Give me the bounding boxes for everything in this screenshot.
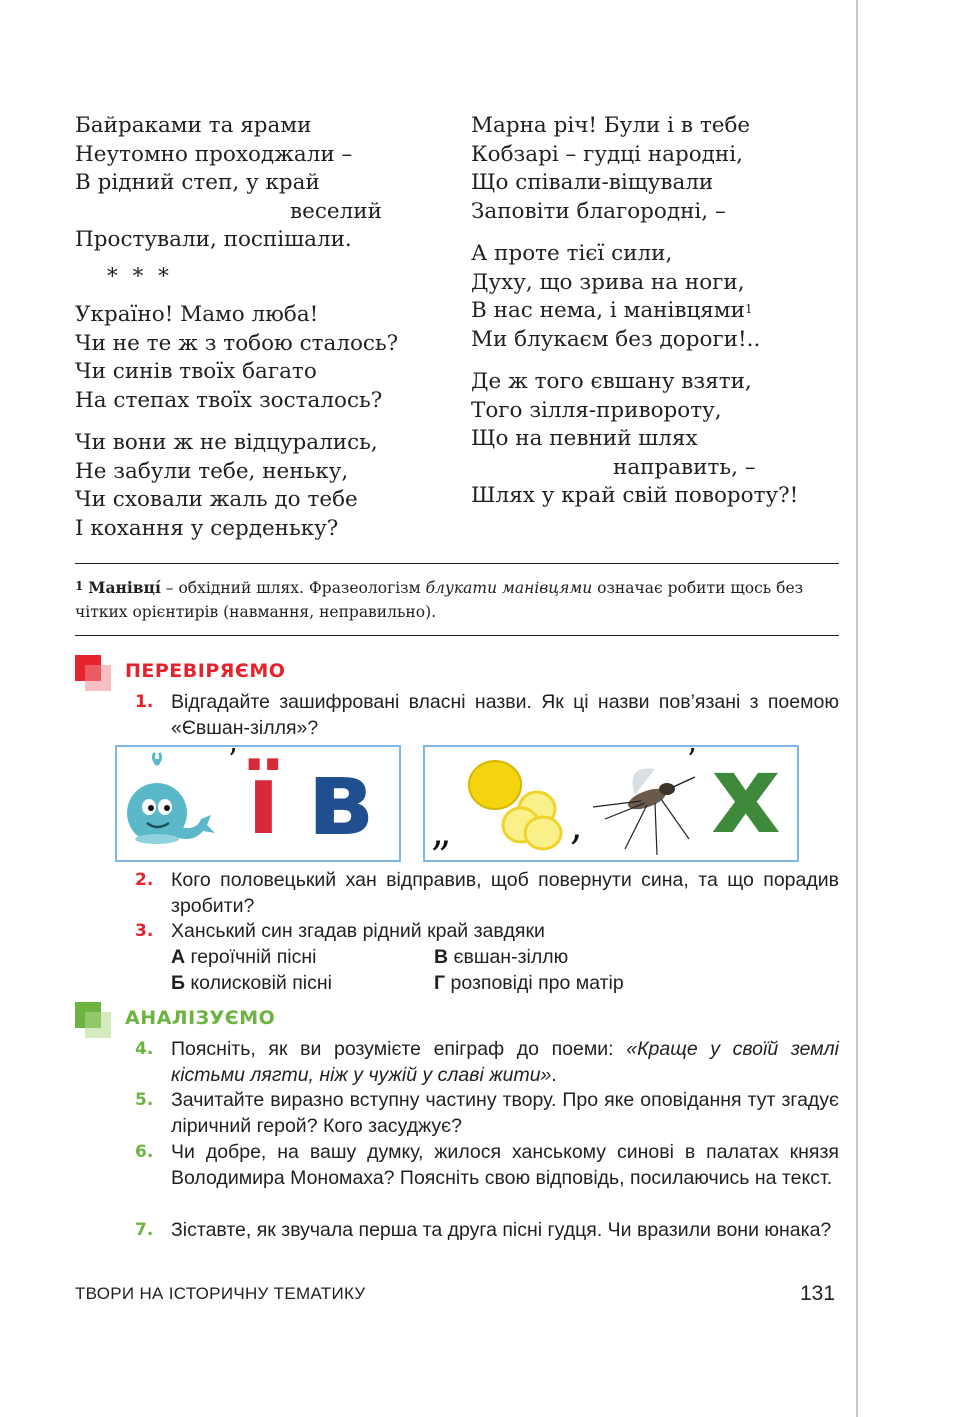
poem-line-text: В нас нема, і манівцями bbox=[471, 298, 745, 323]
question-number: 7. bbox=[135, 1220, 154, 1240]
poem-left-column bbox=[75, 112, 445, 551]
running-footer-title: ТВОРИ НА ІСТОРИЧНУ ТЕМАТИКУ bbox=[75, 1284, 366, 1303]
footnote-marker: 1 bbox=[744, 302, 753, 316]
poem-line: направить, – bbox=[613, 454, 756, 480]
rebus-letter-kha: х bbox=[711, 733, 781, 858]
poem-line: На степах твоїх зосталось? bbox=[75, 387, 383, 413]
poem-line: Кобзарі – гудці народні, bbox=[471, 141, 743, 167]
section-square-shadow-icon bbox=[85, 665, 111, 691]
rebus-letter-yi: ї bbox=[247, 744, 280, 856]
question-number: 1. bbox=[135, 692, 154, 712]
page-edge-divider bbox=[856, 0, 858, 1417]
option-v: В євшан-зіллю bbox=[434, 946, 569, 968]
question-text: Ханський син згадав рідний край завдяки bbox=[171, 920, 545, 942]
poem-line: Неутомно проходжали – bbox=[75, 141, 353, 167]
poem-line: Чи вони ж не відцурались, bbox=[75, 430, 378, 455]
poem-line: В рідний степ, у край bbox=[75, 170, 320, 195]
poem-stanza bbox=[471, 368, 851, 511]
stanza-separator-stars: * * * bbox=[107, 263, 173, 289]
page-number: 131 bbox=[800, 1282, 836, 1305]
section-title: ПЕРЕВІРЯЄМО bbox=[125, 660, 286, 682]
poem-line: Ми блукаєм без дороги!.. bbox=[471, 326, 761, 352]
poem-line: Простували, поспішали. bbox=[75, 227, 352, 252]
poem-stanza bbox=[75, 301, 445, 415]
question-number: 4. bbox=[135, 1039, 154, 1059]
question-number: 6. bbox=[135, 1142, 154, 1162]
footnote-idiom: блукати манівцями bbox=[425, 579, 593, 597]
rebus-letter-ve: в bbox=[307, 737, 373, 859]
poem-line: Чи синів твоїх багато bbox=[75, 359, 317, 384]
question-number: 5. bbox=[135, 1090, 154, 1110]
question-3 bbox=[135, 918, 839, 944]
poem-line: Що співали-віщували bbox=[471, 170, 714, 195]
poem-stanza bbox=[471, 240, 851, 354]
poem-line: Марна річ! Були і в тебе bbox=[471, 113, 751, 138]
poem-line: Чи сховали жаль до тебе bbox=[75, 487, 358, 512]
question-5 bbox=[135, 1087, 839, 1139]
poem-line: Байраками та ярами bbox=[75, 113, 312, 138]
footnote-text: – обхідний шлях. Фразеологізм bbox=[160, 579, 426, 597]
footnote-top-rule bbox=[75, 563, 839, 564]
poem-stanza bbox=[471, 112, 851, 226]
question-text: Відгадайте зашифровані власні назви. Як ці назви пов’язані з поемою «Євшан-зілля»? bbox=[171, 691, 839, 739]
question-text: Чи добре, на вашу думку, жилося ханському синові в палатах князя Володимира Мономаха? Поясніть свою відповідь, посилаючись на текст. bbox=[171, 1141, 839, 1189]
footnote-term: Манівці́ bbox=[88, 578, 161, 597]
poem-line bbox=[471, 297, 851, 326]
poem-line: Не забули тебе, неньку, bbox=[75, 458, 349, 484]
poem-right-column bbox=[471, 112, 851, 519]
rebus-picture-left bbox=[115, 737, 401, 862]
footnote-bottom-rule bbox=[75, 635, 839, 636]
question-7 bbox=[135, 1217, 839, 1243]
poem-line: А проте тієї сили, bbox=[471, 241, 673, 266]
question-4 bbox=[135, 1036, 839, 1088]
rebus-picture-right bbox=[423, 733, 799, 862]
poem-line: Шлях у край свій повороту?! bbox=[471, 483, 799, 508]
poem-line: Чи не те ж з тобою сталось? bbox=[75, 330, 399, 356]
poem-stanza bbox=[75, 429, 445, 543]
question-text: Поясніть, як ви розумієте епіграф до поеми: «Краще у своїй землі кістьми лягти, ніж у чужій у славі жити». bbox=[171, 1038, 839, 1086]
question-2 bbox=[135, 867, 839, 919]
poem-line: Що на певний шлях bbox=[471, 426, 698, 451]
question-6 bbox=[135, 1139, 839, 1191]
apostrophe-mark: ’ bbox=[228, 743, 238, 778]
poem-line: веселий bbox=[290, 198, 382, 224]
poem-line: Де ж того євшану взяти, bbox=[471, 369, 752, 394]
poem-line: Того зілля-привороту, bbox=[471, 397, 722, 423]
comma-mark: , bbox=[570, 803, 583, 849]
option-b: Б колисковій пісні bbox=[171, 972, 332, 994]
poem-line: Духу, що зрива на ноги, bbox=[471, 269, 745, 295]
poem-line: І кохання у серденьку? bbox=[75, 515, 339, 541]
question-text: Зачитайте виразно вступну частину твору. Про яке оповідання тут згадує ліричний герой? Кого засуджує? bbox=[171, 1089, 839, 1137]
footnote-mark: 1 bbox=[75, 579, 84, 593]
section-title: АНАЛІЗУЄМО bbox=[125, 1007, 276, 1029]
section-square-shadow-icon bbox=[85, 1012, 111, 1038]
footnote-text: означає робити щось без чітких орієнтирів (навмання, неправильно). bbox=[75, 579, 804, 621]
question-text: Зіставте, як звучала перша та друга пісні гудця. Чи вразили вони юнака? bbox=[171, 1219, 832, 1241]
footnote bbox=[75, 576, 839, 624]
poem-line: Україно! Мамо люба! bbox=[75, 302, 319, 327]
quote-mark: „ bbox=[431, 809, 452, 855]
question-number: 2. bbox=[135, 870, 154, 890]
question-text: Кого половецький хан відправив, щоб повернути сина, та що порадив зробити? bbox=[171, 869, 839, 917]
option-a: А героїчній пісні bbox=[171, 946, 317, 968]
option-g: Г розповіді про матір bbox=[434, 972, 624, 994]
epigraph-quote: «Краще у своїй землі кістьми лягти, ніж у чужій у славі жити» bbox=[171, 1038, 839, 1086]
question-number: 3. bbox=[135, 921, 154, 941]
poem-stanza bbox=[75, 112, 445, 255]
poem-line: Заповіти благородні, – bbox=[471, 198, 726, 224]
apostrophe-mark: ’ bbox=[687, 743, 697, 778]
